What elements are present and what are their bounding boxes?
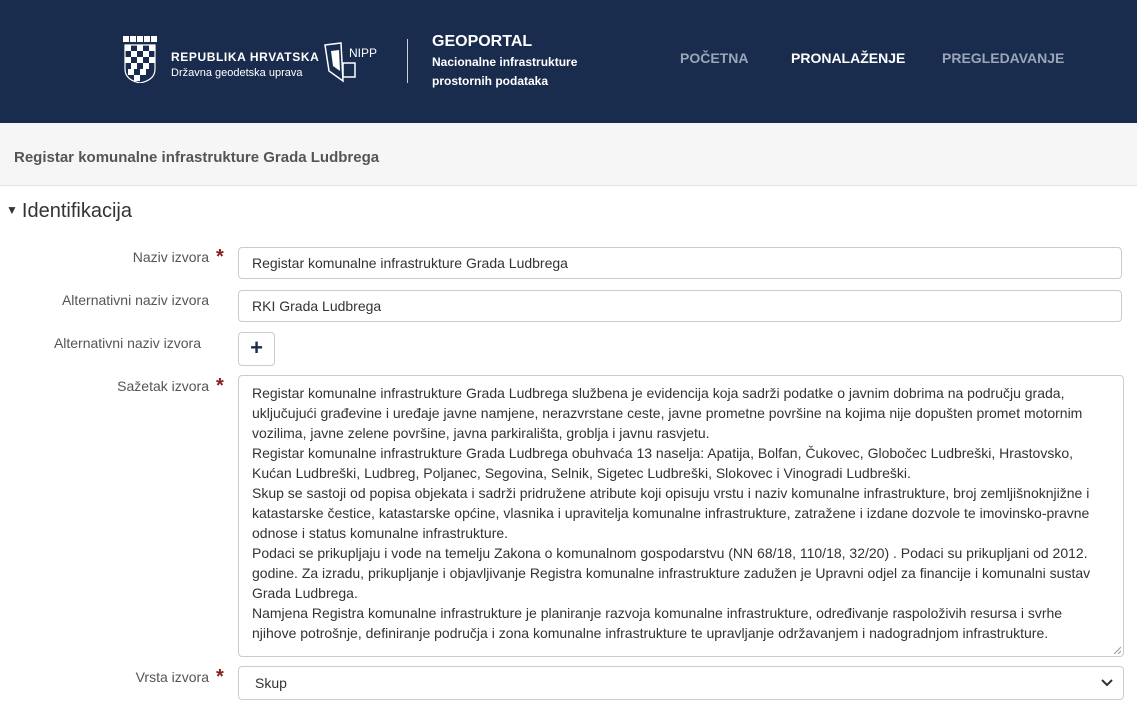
sazetak-paragraph: Skup se sastoji od popisa objekata i sadrži pridružene atribute koji opisuju vrstu i naziv komunalne infrastrukture, broj zemljišnoknjižne i katastarske čestice, katastarske općine, vlasnika i upravitelja komunalne infrastrukture, zatražene i izdane dozvole te imovinsko-pravne odnose i status komunalne infrastrukture.	[252, 485, 1090, 541]
alt-naziv-add-label: Alternativni naziv izvora	[53, 335, 201, 351]
sazetak-paragraph: Namjena Registra komunalne infrastrukture je planiranje razvoja komunalne infrastrukture, određivanje raspoloživih resursa i svrhe njihove potrošnje, definiranje područja i zona komunalne infrastrukture te upravljanje održavanjem i nadogradnjom infrastrukture.	[252, 605, 1063, 641]
section-identifikacija-toggle[interactable]	[6, 200, 132, 223]
header-divider	[407, 39, 408, 83]
sazetak-paragraph: Podaci se prikupljaju i vode na temelju Zakona o komunalnom gospodarstvu (NN 68/18, 110/18, 32/20) . Podaci su prikupljani od 2012. godine. Za izradu, prikupljanje i objavljivanje Registra komunalne infrastrukture zadužen je Upravni odjel za financije i komunalni sustav Grada Ludbrega.	[252, 545, 1091, 601]
required-marker: *	[216, 246, 224, 268]
naziv-label: Naziv izvora	[132, 249, 209, 265]
sazetak-paragraph: Registar komunalne infrastrukture Grada Ludbrega obuhvaća 13 naselja: Apatija, Bolfan, Čukovec, Globočec Ludbreški, Hrastovsko, Kućan Ludbreški, Ludbreg, Poljanec, Segovina, Selnik, Sigetec Ludbreški, Slokovec i Vinogradi Ludbreški.	[252, 445, 1074, 481]
add-alt-naziv-button[interactable]: +	[238, 332, 275, 366]
geoportal-title-block	[432, 32, 577, 90]
geoportal-subtitle-2: prostornih podataka	[432, 74, 549, 88]
top-header	[0, 0, 1137, 123]
chevron-down-icon	[1101, 678, 1113, 688]
caret-down-icon: ▼	[6, 203, 18, 217]
alt-naziv-input[interactable]	[238, 290, 1122, 322]
geoportal-title: GEOPORTAL	[432, 33, 533, 50]
org-line-1: REPUBLIKA HRVATSKA	[171, 50, 320, 64]
required-marker: *	[216, 375, 224, 397]
sazetak-textarea[interactable]	[238, 375, 1124, 657]
nipp-logo-icon	[323, 41, 385, 83]
organization-name	[171, 49, 319, 81]
page-title: Registar komunalne infrastrukture Grada Ludbrega	[14, 149, 380, 166]
nav-pronalazenje[interactable]: PRONALAŽENJE	[791, 50, 906, 66]
section-title: Identifikacija	[21, 200, 132, 222]
vrsta-label: Vrsta izvora	[135, 669, 209, 685]
sazetak-label: Sažetak izvora	[117, 378, 209, 394]
nipp-logo-text: NIPP	[349, 46, 378, 60]
geoportal-subtitle-1: Nacionalne infrastrukture	[432, 55, 578, 69]
resize-handle-icon[interactable]	[1113, 646, 1121, 654]
alt-naziv-label: Alternativni naziv izvora	[61, 292, 209, 308]
org-line-2: Državna geodetska uprava	[171, 67, 303, 79]
vrsta-selected-value: Skup	[255, 675, 287, 691]
nav-pregledavanje[interactable]: PREGLEDAVANJE	[942, 50, 1065, 66]
naziv-input[interactable]	[238, 247, 1122, 279]
required-marker: *	[216, 666, 224, 688]
sazetak-paragraph: Registar komunalne infrastrukture Grada Ludbrega službena je evidencija koja sadrži podatke o javnim dobrima na području grada, uključujući građevine i uređaje javne namjene, nerazvrstane ceste, javne prometne površine na kojima nije dopušten promet motornim vozilima, javne zelene površine, javna parkirališta, groblja i javnu rasvjetu.	[252, 385, 1083, 441]
nav-pocetna[interactable]: POČETNA	[680, 50, 749, 66]
vrsta-select[interactable]	[238, 666, 1124, 700]
croatian-coat-of-arms-icon	[121, 36, 159, 83]
record-title-bar	[0, 123, 1137, 186]
